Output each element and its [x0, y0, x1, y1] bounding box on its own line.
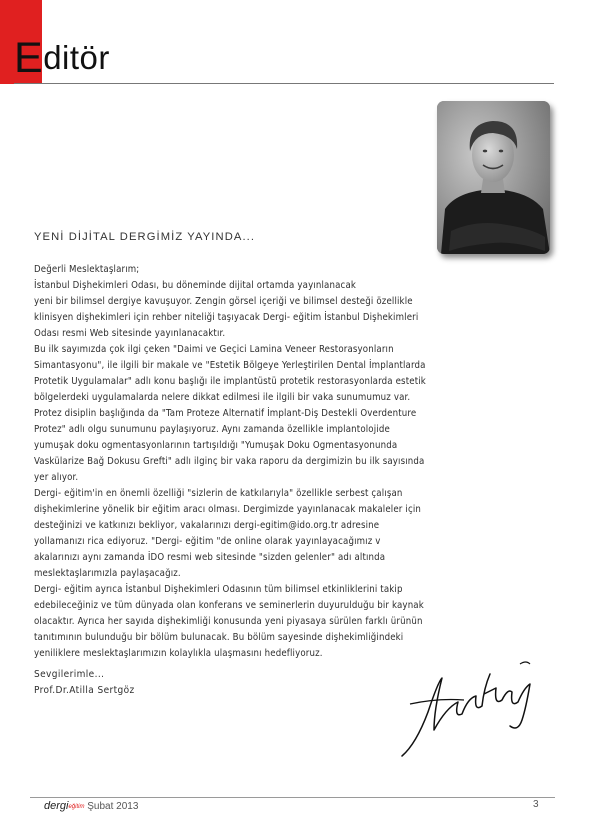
footer-brand: dergi [44, 800, 69, 812]
body-line: yeniliklere meslektaşlarımızın kolaylıkla ulaşmasını hedefliyoruz. [34, 648, 323, 659]
closing-author: Prof.Dr.Atilla Sertgöz [34, 685, 135, 696]
body-line: Simantasyonu", ile ilgili bir makale ve "Estetik Bölgeye Yerleştirilen Dental İmplantlarda [34, 360, 426, 371]
body-line: akalarınızı aynı zamanda İDO resmi web sitesinde "sizden gelenler" adı altında [34, 552, 386, 563]
body-line: edebileceğiniz ve tüm dünyada olan konferans ve seminerlerin duyurulduğu bir kaynak [34, 600, 424, 611]
body-line: meslektaşlarımızla paylaşacağız. [34, 568, 181, 579]
footer-brand-sub: eğitim [68, 804, 85, 810]
body-line: Vaskülarize Bağ Dokusu Grefti" adlı ilginç bir vaka raporu da dergimizin bu ilk sayısında [34, 456, 425, 467]
section-title-rest: ditör [43, 39, 110, 76]
body-line: yeni bir bilimsel dergiye kavuşuyor. Zengin görsel içeriği ve bilimsel desteği özellikle [34, 296, 413, 307]
body-line: Bu ilk sayımızda çok ilgi çeken "Daimi ve Geçici Lamina Veneer Restorasyonların [34, 344, 394, 355]
closing-block [34, 667, 135, 699]
body-line: klinisyen dişhekimleri için rehber niteliği taşıyacak Dergi- eğitim İstanbul Dişhekimleri [34, 312, 419, 323]
headline: YENİ DİJİTAL DERGİMİZ YAYINDA... [34, 231, 256, 243]
editorial-body [34, 262, 534, 662]
footer-publication [44, 800, 138, 812]
section-title [14, 34, 110, 82]
closing-greeting: Sevgilerimle... [34, 669, 105, 680]
section-title-initial: E [14, 34, 44, 82]
body-line: yumuşak doku ogmentasyonlarının tartışıldığı "Yumuşak Doku Ogmentasyonunda [34, 440, 398, 451]
body-line: Protez disiplin başlığında da "Tam Proteze Alternatif İmplant-Diş Destekli Overdenture [34, 408, 417, 419]
footer-divider [30, 797, 555, 798]
body-line: Odası resmi Web sitesinde yayınlanacaktır. [34, 328, 226, 339]
body-line: Değerli Meslektaşlarım; [34, 264, 140, 275]
body-line: İstanbul Dişhekimleri Odası, bu döneminde dijital ortamda yayınlanacak [34, 280, 357, 291]
body-line: yollamanızı rica ediyoruz. "Dergi- eğitim "de online olarak yayınlayacağımız v [34, 536, 381, 547]
body-line: Dergi- eğitim'in en önemli özelliği "sizlerin de katkılarıyla" özellikle serbest çalışan [34, 488, 403, 499]
body-line: bölgelerdeki uygulamalarda nelere dikkat edilmesi ile ilgili bir vaka sunumumuz var. [34, 392, 411, 403]
body-line: Dergi- eğitim ayrıca İstanbul Dişhekimleri Odasının tüm bilimsel etkinliklerini takip [34, 584, 403, 595]
footer-issue: Şubat 2013 [87, 801, 139, 812]
body-line: tanıtımının bulunduğu bir bölüm bulunacak. Bu bölüm sayesinde dişhekimliğindeki [34, 632, 404, 643]
header-divider [14, 83, 554, 84]
body-line: yer alıyor. [34, 472, 79, 483]
body-line: Protetik Uygulamalar" adlı konu başlığı ile implantüstü protetik restorasyonlarda estetik [34, 376, 426, 387]
portrait-photo-icon [437, 101, 550, 254]
handwritten-signature-icon [398, 648, 538, 760]
page-number: 3 [533, 799, 539, 810]
body-line: dişhekimlerine yönelik bir eğitim aracı olması. Dergimizde yayınlanacak makaleler için [34, 504, 422, 515]
editor-portrait-photo [437, 101, 550, 254]
body-line: desteğinizi ve katkınızı bekliyor, vakalarınızı dergi-egitim@ido.org.tr adresine [34, 520, 380, 531]
body-line: Protez" adlı olgu sunumunu paylaşıyoruz. Aynı zamanda özellikle implantolojide [34, 424, 390, 435]
body-line: olacaktır. Ayrıca her sayıda dişhekimliği konusunda yeni piyasaya sürülen farklı ürünün [34, 616, 423, 627]
